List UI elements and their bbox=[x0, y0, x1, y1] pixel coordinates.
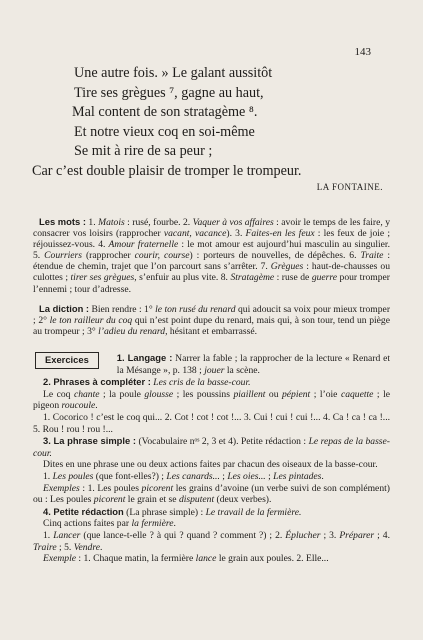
italic-text: tirer ses grègues bbox=[70, 272, 135, 284]
vocabulary-label: Les mots : bbox=[39, 216, 86, 227]
italic-text: pépient bbox=[281, 388, 311, 400]
italic-text: Matois bbox=[98, 217, 125, 228]
exercise-2-text: Le coq chante ; la poule glousse ; les poussins piaillent ou pépient ; l’oie caquette ; le pigeon roucoule. bbox=[33, 388, 390, 412]
exercise-1-text: Narrer la fable ; la rapprocher de la lecture « Renard et la Mésange », p. 138 ; jouer la scène. bbox=[116, 353, 391, 376]
italic-text: Vaquer à vos affaires bbox=[192, 217, 274, 228]
diction-label: La diction : bbox=[39, 302, 90, 314]
exercise-2-items: 1. Cocorico ! c’est le coq qui... 2. Cot ! cot ! cot !... 3. Cui ! cui ! cui !... 4. Ca ! ca ! ca !... 5. Rou ! rou ! rou !... bbox=[33, 411, 390, 435]
exercise-3-title: 3. La phrase simple : bbox=[43, 435, 136, 447]
italic-text: Le repas de la basse-cour. bbox=[33, 436, 390, 459]
exercise-2-subtitle bbox=[151, 377, 251, 388]
italic-text: Préparer bbox=[339, 529, 375, 541]
exercise-3 bbox=[33, 435, 390, 459]
page-number: 143 bbox=[354, 46, 371, 58]
italic-text: caquette bbox=[340, 388, 374, 400]
exercise-4-example: Exemple : 1. Chaque matin, la fermière lance le grain aux poules. 2. Elle... bbox=[43, 553, 329, 565]
italic-text: Courriers bbox=[44, 250, 83, 262]
italic-text: Amour fraternelle bbox=[108, 239, 179, 251]
exercises-section bbox=[33, 352, 390, 565]
exercise-2-heading: 2. Phrases à compléter : bbox=[43, 376, 151, 388]
poem-line: Une autre fois. » Le galant aussitôt bbox=[74, 65, 273, 81]
exercise-3-items: 1. Les poules (que font-elles?) ; Les canards... ; Les oies... ; Les pintades. bbox=[43, 470, 324, 482]
italic-text: Les cris de la basse-cour. bbox=[150, 377, 251, 389]
exercices-box-label: Exercices bbox=[35, 352, 99, 369]
italic-text: courir, course bbox=[134, 250, 190, 262]
exercise-4-instruction: Cinq actions faites par la fermière. bbox=[43, 518, 176, 530]
exercise-4-items: 1. Lancer (que lance-t-elle ? à qui ? quand ? comment ?) ; 2. Éplucher ; 3. Préparer ; 4. Traire ; 5. Vendre. bbox=[33, 529, 390, 553]
vocabulary-text: 1. Matois : rusé, fourbe. 2. Vaquer à vos affaires : avoir le temps de les faire, y consacrer vos loisirs (rapprocher vacant, vacance). 3. Faites-en les feux : les feux de joie ; réjouissez-vous. 4. Amour fraternelle : le mot amour est aujourd’hui masculin au singulier. 5. Courriers (rapprocher courir, course) : porteurs de nouvelles, de dépêches. 6. Traite : étendue de chemin, trajet que l’on parcourt sans s’arrêter. 7. Grègues : haut-de-chausses ou culottes ; tirer ses grègues, s’enfuir au plus vite. 8. Stratagème : ruse de guerre pour tromper l’ennemi ; tour d’adresse. bbox=[33, 217, 391, 295]
exercise-2-title bbox=[33, 376, 390, 389]
italic-text: piaillent bbox=[233, 388, 266, 400]
italic-text: vacant, vacance bbox=[163, 228, 227, 240]
italic-text: Les pintades bbox=[273, 470, 322, 482]
poem-line: Se mit à rire de sa peur ; bbox=[74, 143, 213, 159]
italic-text: guerre bbox=[311, 272, 338, 284]
poem bbox=[0, 64, 423, 181]
italic-text: Stratagème bbox=[230, 272, 275, 284]
exercise-4 bbox=[33, 506, 390, 519]
italic-text: le ton railleur du coq bbox=[49, 314, 133, 326]
diction-notes bbox=[33, 303, 390, 337]
italic-text: le ton rusé du renard bbox=[155, 303, 236, 315]
italic-text: picorent bbox=[141, 482, 174, 494]
italic-text: Exemple bbox=[43, 553, 77, 565]
italic-text: l’adieu du renard bbox=[98, 325, 166, 337]
italic-text: Traire bbox=[33, 541, 57, 553]
italic-text: Les canards... bbox=[166, 470, 220, 482]
exercise-3-instruction: Dites en une phrase une ou deux actions faites par chacun des oiseaux de la basse-cour. bbox=[43, 459, 378, 471]
poem-line: Car c’est double plaisir de tromper le trompeur. bbox=[32, 162, 302, 179]
italic-text: Faites-en les feux bbox=[245, 228, 315, 240]
italic-text: Grègues bbox=[270, 261, 304, 273]
notes-section bbox=[33, 216, 390, 337]
italic-text: chante bbox=[73, 388, 100, 400]
poem-line: Tire ses grègues ⁷, gagne au haut, bbox=[74, 84, 264, 101]
italic-text: Lancer bbox=[53, 529, 81, 541]
diction-text: Bien rendre : 1° le ton rusé du renard qui adoucit sa voix pour mieux tromper ; 2° le ton railleur du coq qui n’est point dupe du renard, mais qui, à son tour, tend un piège au trompeur ; 3° l’adieu du renard, hésitant et embarrassé. bbox=[33, 303, 391, 337]
vocabulary-notes bbox=[33, 216, 390, 295]
exercise-3-text: (Vocabulaire nᵒˢ 2, 3 et 4). Petite rédaction : Le repas de la basse-cour. bbox=[33, 436, 390, 459]
italic-text: roucoule bbox=[61, 400, 96, 412]
exercise-4-title: 4. Petite rédaction bbox=[43, 505, 124, 517]
exercise-1-title: 1. Langage : bbox=[116, 352, 173, 363]
italic-text: Les poules bbox=[52, 470, 94, 482]
poem-line: Et notre vieux coq en soi-même bbox=[74, 123, 255, 140]
italic-text: Vendre bbox=[73, 541, 100, 553]
italic-text: la fermière bbox=[131, 518, 174, 530]
exercise-3-examples: Exemples : 1. Les poules picorent les grains d’avoine (un verbe suivi de son complément) ou : Les poules picorent le grain et se disputent (deux verbes). bbox=[33, 482, 390, 506]
italic-text: Exemples bbox=[43, 482, 80, 494]
italic-text: Les oies... bbox=[227, 470, 266, 482]
poem-line: Mal content de son stratagème ⁸. bbox=[72, 104, 258, 120]
italic-text: picorent bbox=[93, 494, 126, 506]
poem-author: LA FONTAINE. bbox=[316, 182, 383, 192]
italic-text: Éplucher bbox=[285, 529, 321, 541]
italic-text: Le travail de la fermière. bbox=[205, 506, 302, 518]
italic-text: Traite bbox=[360, 250, 384, 262]
italic-text: glousse bbox=[144, 388, 174, 400]
italic-text: jouer bbox=[204, 364, 225, 376]
italic-text: disputent bbox=[178, 494, 215, 506]
exercise-4-text: (La phrase simple) : Le travail de la fermière. bbox=[123, 506, 302, 518]
italic-text: lance bbox=[195, 553, 217, 565]
